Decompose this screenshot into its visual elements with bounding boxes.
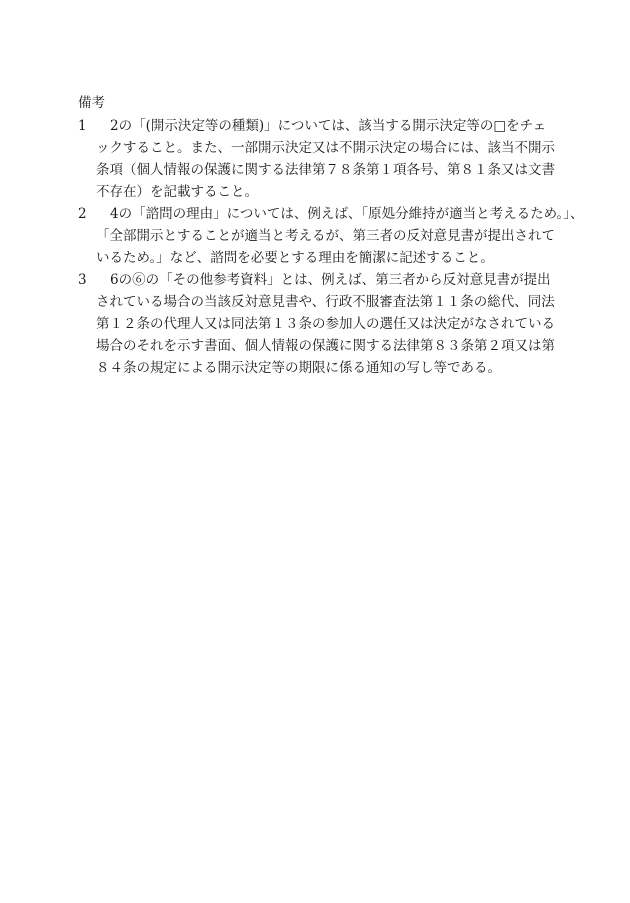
remark-line: ックすること。また、一部開示決定又は不開示決定の場合には、該当不開示 <box>96 140 555 156</box>
remark-line: 不存在）を記載すること。 <box>96 184 258 200</box>
remark-line: 6の⑥の「その他参考資料」とは、例えば、第三者から反対意見書が提出 <box>110 272 551 288</box>
remark-line: 場合のそれを示す書面、個人情報の保護に関する法律第８３条第２項又は第 <box>96 338 555 354</box>
remark-text <box>96 269 558 379</box>
remark-line: 条項（個人情報の保護に関する法律第７８条第１項各号、第８１条又は文書 <box>96 162 555 178</box>
remark-line: 2の「(開示決定等の種類)」については、該当する開示決定等の□をチェ <box>110 118 547 134</box>
remark-line: されている場合の当該反対意見書や、行政不服審査法第１１条の総代、同法 <box>96 294 555 310</box>
remark-line: ８４条の規定による開示決定等の期限に係る通知の写し等である。 <box>96 360 501 376</box>
remark-number: 2 <box>78 206 87 222</box>
remark-item-3 <box>78 269 558 379</box>
remarks-list <box>78 115 584 379</box>
remark-text <box>96 203 584 269</box>
remarks-heading: 備考 <box>78 95 105 111</box>
remark-line: 4の「諮問の理由」については、例えば、「原処分維持が適当と考えるため。」、 <box>110 206 584 222</box>
remark-line: 第１２条の代理人又は同法第１３条の参加人の選任又は決定がなされている <box>96 316 555 332</box>
remark-item-1 <box>78 115 558 203</box>
remark-line: いるため。」など、諮問を必要とする理由を簡潔に記述すること。 <box>96 250 494 266</box>
remark-text <box>96 115 558 203</box>
remark-number: 3 <box>78 272 87 288</box>
remark-item-2 <box>78 203 584 269</box>
remark-number: 1 <box>78 118 87 134</box>
remark-line: 「全部開示とすることが適当と考えるが、第三者の反対意見書が提出されて <box>96 228 555 244</box>
